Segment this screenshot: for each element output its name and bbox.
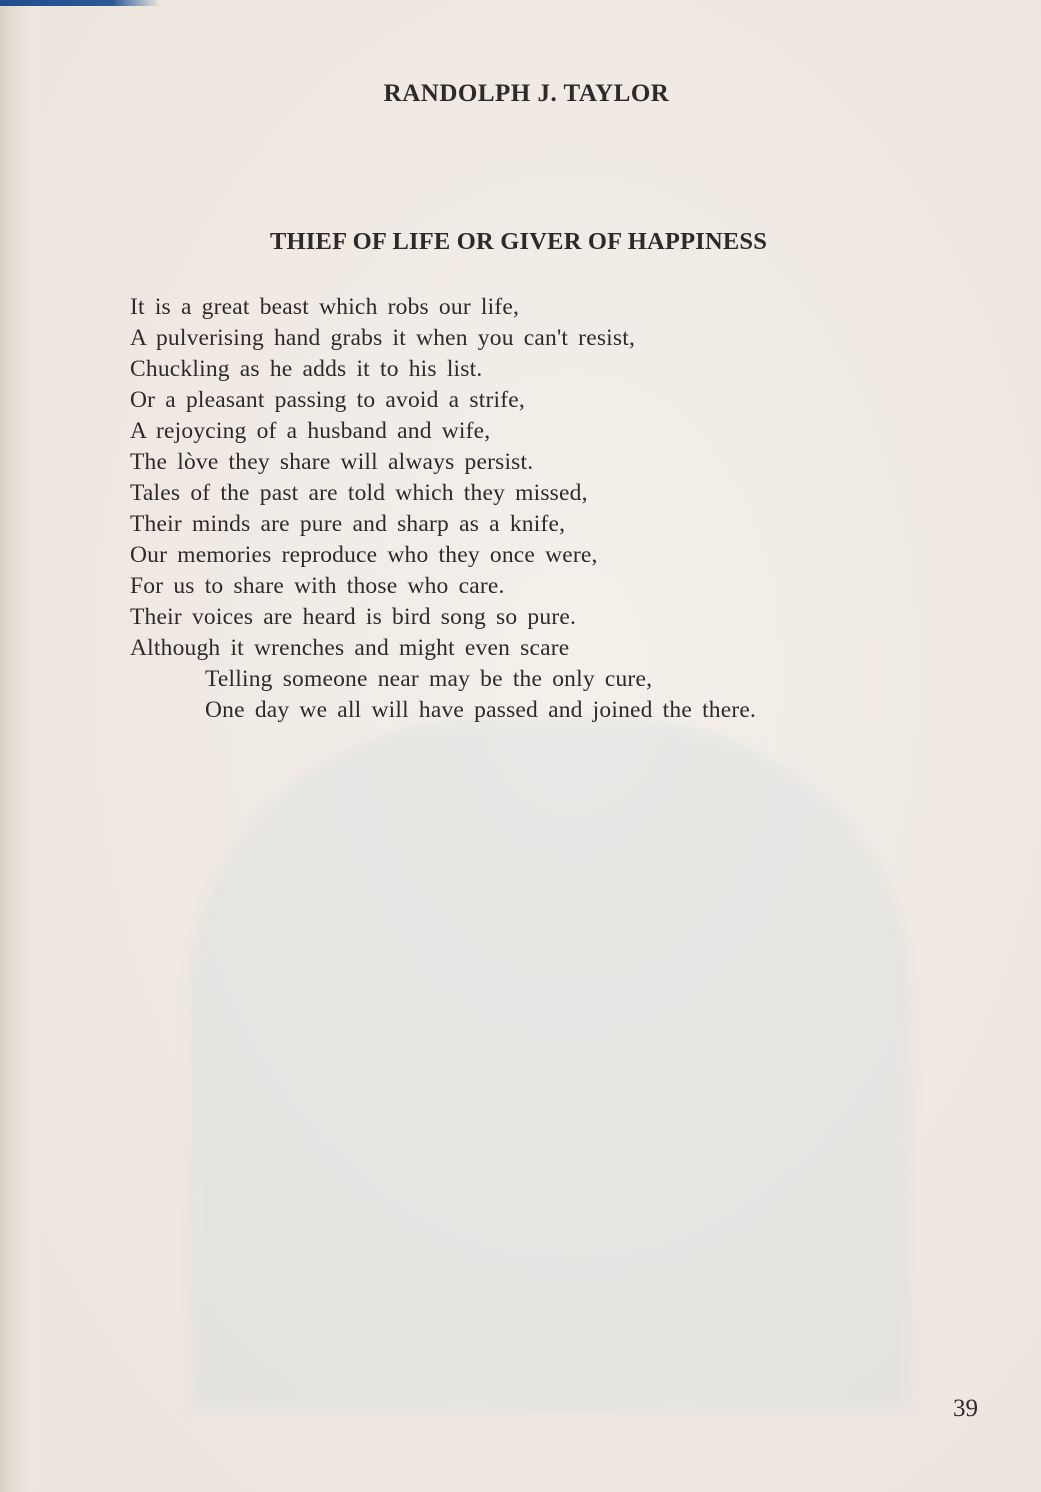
page-number: 39 — [953, 1395, 978, 1422]
poem-line: Or a pleasant passing to avoid a strife, — [130, 387, 525, 413]
poem-line: The lòve they share will always persist. — [130, 449, 534, 475]
author-name: RANDOLPH J. TAYLOR — [383, 80, 670, 107]
poem-line: Their minds are pure and sharp as a knife, — [130, 511, 566, 537]
poem-line: For us to share with those who care. — [130, 573, 505, 599]
show-through-illustration — [190, 720, 910, 1410]
poem-body — [130, 292, 756, 726]
poem-line: A rejoycing of a husband and wife, — [130, 418, 491, 444]
binding-gutter — [0, 0, 34, 1492]
poem-line: Telling someone near may be the only cure, — [205, 666, 653, 692]
poem-line: Although it wrenches and might even scare — [130, 635, 570, 661]
poem-line: One day we all will have passed and joined the there. — [205, 697, 757, 723]
poem-line: Chuckling as he adds it to his list. — [130, 356, 483, 382]
poem-line: Tales of the past are told which they missed, — [130, 480, 588, 506]
cover-edge — [0, 0, 160, 6]
poem-title: THIEF OF LIFE OR GIVER OF HAPPINESS — [270, 228, 768, 255]
poem-line: It is a great beast which robs our life, — [130, 294, 520, 320]
poem-line: Their voices are heard is bird song so pure. — [130, 604, 577, 630]
poem-line: Our memories reproduce who they once were, — [130, 542, 598, 568]
poem-line: A pulverising hand grabs it when you can't resist, — [130, 325, 636, 351]
